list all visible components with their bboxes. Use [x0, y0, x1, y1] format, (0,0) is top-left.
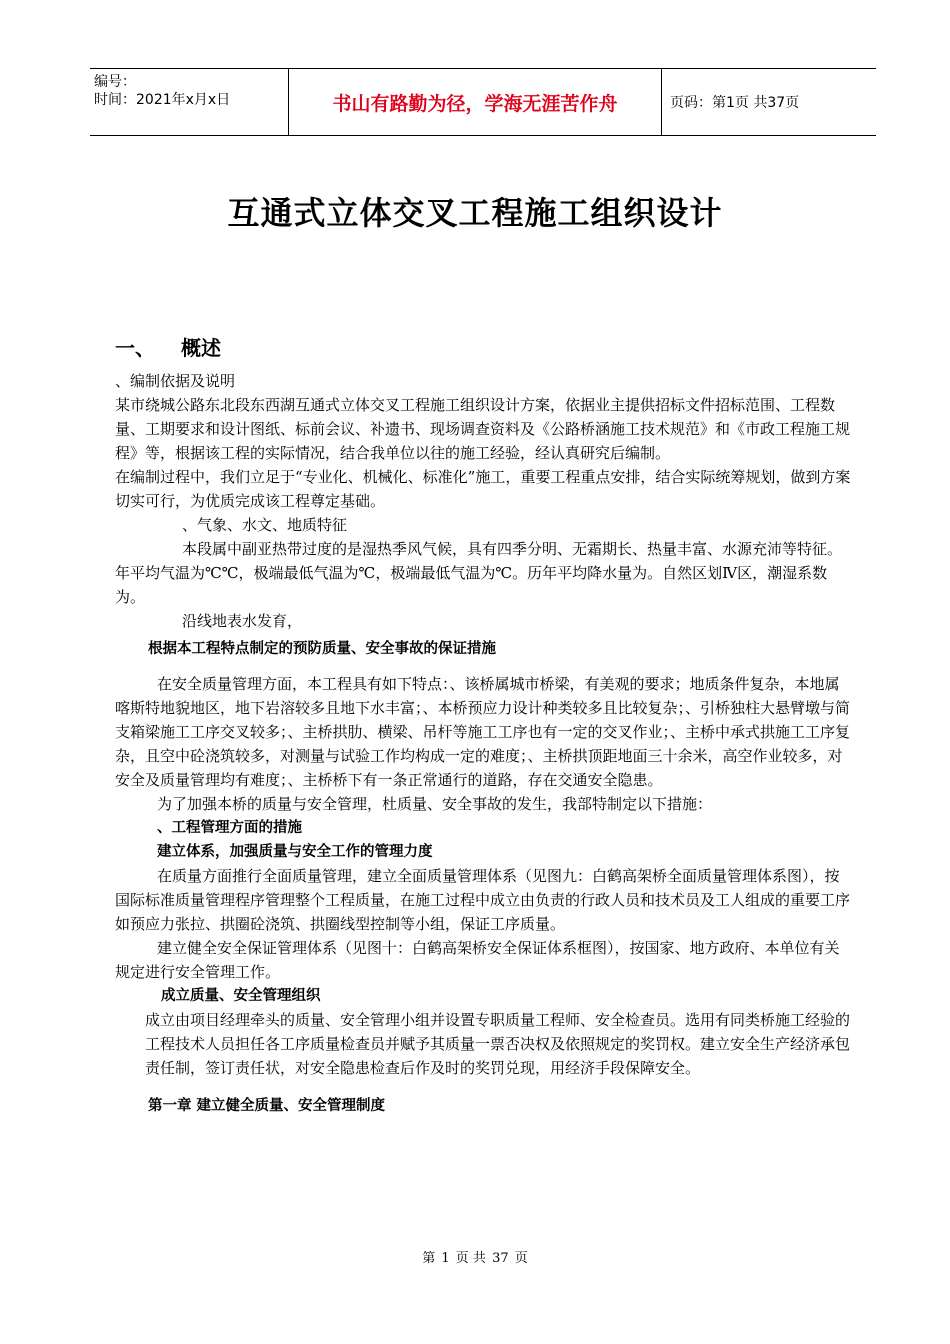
- header-page-info: 页码：第1页 共37页: [670, 95, 800, 111]
- subheading-engineering-measures: 、工程管理方面的措施: [157, 820, 302, 836]
- paragraph-climate: 本段属中副亚热带过度的是湿热季风气候，具有四季分明、无霜期长、热量丰富、水源充沛等特征。年平均气温为℃℃，极端最低气温为℃，极端最低气温为℃。历年平均降水量为。自然区划Ⅳ区，潮湿系数为。: [115, 540, 843, 606]
- section-name: 概述: [181, 336, 221, 360]
- subheading-measures: 根据本工程特点制定的预防质量、安全事故的保证措施: [148, 641, 496, 657]
- footer-suffix: 页: [514, 1251, 528, 1266]
- page-header: [90, 68, 876, 136]
- paragraph-features: 在安全质量管理方面，本工程具有如下特点：、该桥属城市桥梁，有美观的要求；地质条件复杂，本地属喀斯特地貌地区，地下岩溶较多且地下水丰富；、本桥预应力设计种类较多且比较复杂；、引桥独柱大悬臂墩与简支箱梁施工工序交叉较多；、主桥拱肋、横梁、吊杆等施工工序也有一定的交叉作业；、主桥中承式拱施工工序复杂，且空中砼浇筑较多，对测量与试验工作均构成一定的难度；、主桥拱顶距地面三十余米，高空作业较多，对安全及质量管理均有难度；、主桥桥下有一条正常通行的道路，存在交通安全隐患。: [115, 675, 851, 789]
- paragraph-compilation: 在编制过程中，我们立足于“专业化、机械化、标准化”施工，重要工程重点安排，结合实际统筹规划，做到方案切实可行，为优质完成该工程尊定基础。: [115, 468, 851, 510]
- subheading-organization: 成立质量、安全管理组织: [161, 988, 321, 1004]
- footer-total-pages: 37: [492, 1251, 509, 1266]
- document-title: 互通式立体交叉工程施工组织设计: [227, 194, 723, 232]
- subheading-basis: 、编制依据及说明: [115, 372, 236, 390]
- header-slogan: 书山有路勤为径，学海无涯苦作舟: [288, 69, 662, 135]
- footer-mid: 页 共: [455, 1251, 486, 1266]
- time-label: 时间：2021年x月x日: [94, 92, 231, 108]
- paragraph-quality-system: 在质量方面推行全面质量管理，建立全面质量管理体系（见图九：白鹤高架桥全面质量管理体系图），按国际标准质量管理程序管理整个工程质量，在施工过程中成立由负责的行政人员和技术员及工人组成的重要工序如预应力张拉、拱圈砼浇筑、拱圈线型控制等小组，保证工序质量。: [115, 867, 851, 933]
- section-heading: [115, 332, 221, 361]
- code-label: 编号：: [94, 74, 136, 90]
- page-footer: [0, 1247, 950, 1266]
- paragraph-safety-system: 建立健全安全保证管理体系（见图十：白鹤高架桥安全保证体系框图），按国家、地方政府、本单位有关规定进行安全管理工作。: [115, 939, 840, 981]
- footer-current-page: 1: [441, 1251, 450, 1266]
- paragraph-water: 沿线地表水发育，: [182, 612, 303, 630]
- paragraph-organization: 成立由项目经理牵头的质量、安全管理小组并设置专职质量工程师、安全检查员。选用有同类桥施工经验的工程技术人员担任各工序质量检查员并赋予其质量一票否决权及依照规定的奖罚权。建立安全生产经济承包责任制，签订责任状，对安全隐患检查后作及时的奖罚兑现，用经济手段保障安全。: [145, 1011, 851, 1077]
- document-body: [115, 369, 851, 1118]
- subheading-climate: 、气象、水文、地质特征: [182, 516, 348, 534]
- chapter-heading: 第一章 建立健全质量、安全管理制度: [148, 1098, 386, 1114]
- footer-prefix: 第: [422, 1251, 436, 1266]
- paragraph-intro-measures: 为了加强本桥的质量与安全管理，杜质量、安全事故的发生，我部特制定以下措施：: [157, 795, 713, 813]
- header-meta: [94, 73, 230, 109]
- subheading-system: 建立体系，加强质量与安全工作的管理力度: [157, 844, 433, 860]
- section-number: 一、: [115, 336, 155, 360]
- paragraph-basis: 某市绕城公路东北段东西湖互通式立体交叉工程施工组织设计方案，依据业主提供招标文件招标范围、工程数量、工期要求和设计图纸、标前会议、补遗书、现场调查资料及《公路桥涵施工技术规范》和《市政工程施工规程》等，根据该工程的实际情况，结合我单位以往的施工经验，经认真研究后编制。: [115, 396, 851, 462]
